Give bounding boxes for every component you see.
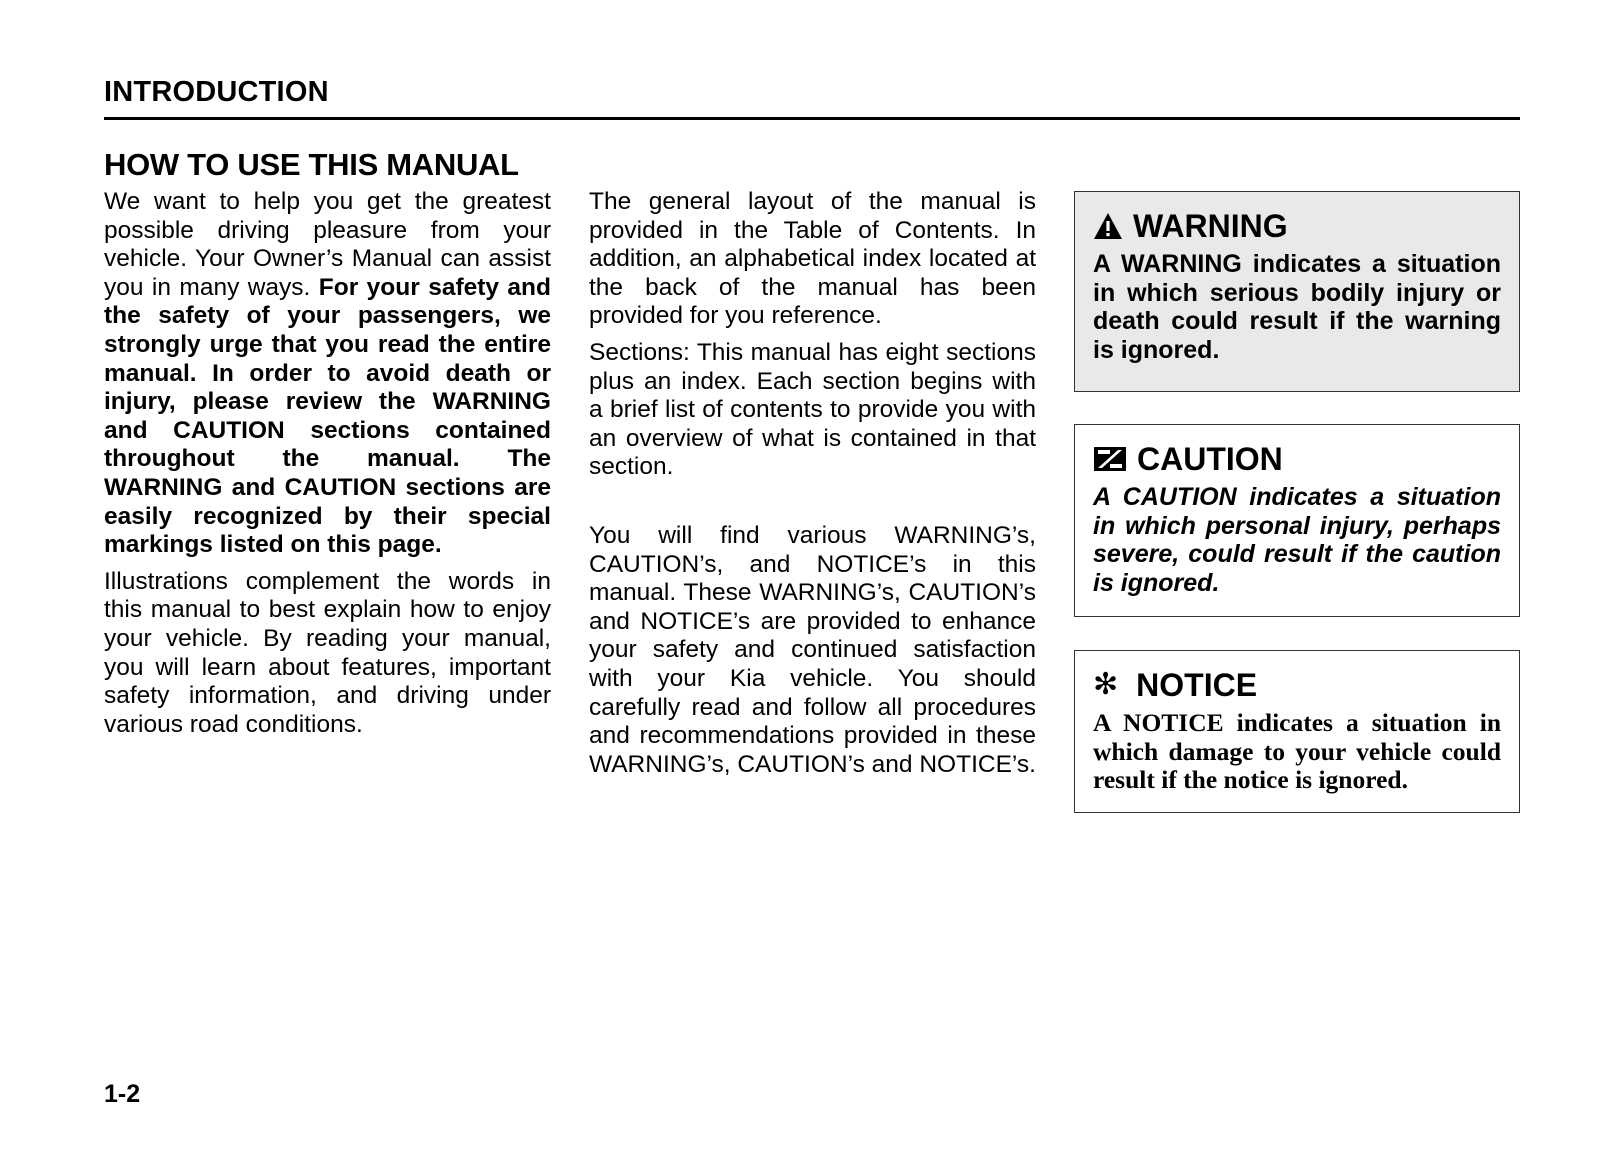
notice-title: NOTICE: [1136, 667, 1258, 703]
sections-paragraph: Sections: This manual has eight sections plus an index. Each section begins with a brief list of contents to provide you with an overview of what is contained in that section.: [589, 338, 1036, 481]
caution-header: [1093, 441, 1501, 477]
notice-text: A NOTICE indicates a situation in which damage to your vehicle could result if the notice is ignored.: [1093, 708, 1501, 794]
column-middle: [589, 188, 1036, 787]
page-number: 1-2: [104, 1080, 141, 1108]
caution-slash-icon: [1093, 445, 1127, 473]
notice-box: [1074, 650, 1520, 813]
warning-triangle-icon: [1093, 212, 1123, 240]
illustrations-paragraph: Illustrations complement the words in this manual to best explain how to enjoy your vehicle. By reading your manual, you will learn about features, important safety information, and driving under various road conditions.: [104, 567, 551, 738]
caution-text: A CAUTION indicates a situation in which personal injury, perhaps severe, could result if the caution is ignored.: [1093, 483, 1501, 597]
caution-box: [1074, 424, 1520, 617]
intro-paragraph: [104, 188, 551, 560]
intro-text-regular: We want to help you get the greatest possible driving pleasure from your vehicle. Your Owner’s Manual can assist you in many ways.: [104, 188, 551, 301]
column-left: [104, 188, 551, 747]
layout-paragraph: The general layout of the manual is provided in the Table of Contents. In addition, an alphabetical index located at the back of the manual has been provided for you reference.: [589, 188, 1036, 330]
intro-text-bold: For your safety and the safety of your passengers, we strongly urge that you read the entire manual. In order to avoid death or injury, please review the WARNING and CAUTION sections contained throughout the manual. The WARNING and CAUTION sections are easily recognized by their special markings listed on this page.: [104, 273, 551, 559]
header-rule: [104, 117, 1520, 120]
notice-header: [1093, 667, 1501, 703]
warning-box: [1074, 191, 1520, 392]
section-title: HOW TO USE THIS MANUAL: [104, 147, 519, 182]
warning-header: [1093, 208, 1501, 244]
warning-text: A WARNING indicates a situation in which serious bodily injury or death could result if the warning is ignored.: [1093, 250, 1501, 364]
warnings-paragraph: You will find various WARNING’s, CAUTION’s, and NOTICE’s in this manual. These WARNING’s, CAUTION’s and NOTICE’s are provided to enhance your safety and continued satisfaction with your Kia vehicle. You should carefully read and follow all procedures and recommendations provided in these WARNING’s, CAUTION’s and NOTICE’s.: [589, 521, 1036, 778]
warning-title: WARNING: [1133, 208, 1288, 244]
caution-title: CAUTION: [1137, 441, 1283, 477]
header-title: INTRODUCTION: [104, 76, 329, 108]
notice-star-icon: ✻: [1093, 668, 1119, 701]
